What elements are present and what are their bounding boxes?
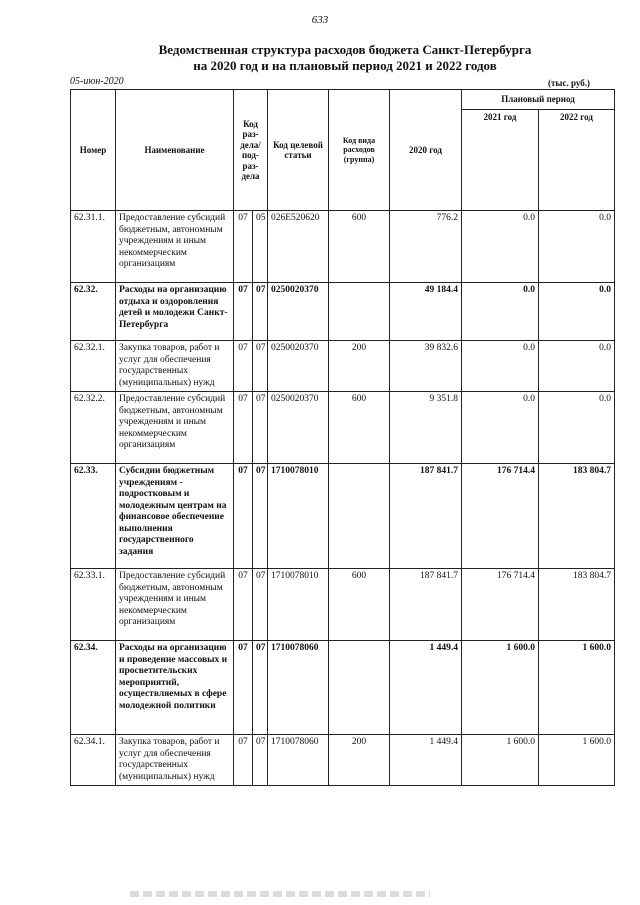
row-section-code: 07 [234,464,253,569]
header-2022: 2022 год [539,110,615,211]
row-value-2021: 0.0 [462,392,539,464]
row-value-2020: 39 832.6 [390,341,462,392]
row-subsection-code: 07 [253,464,268,569]
row-target-code: 1710078060 [268,641,329,735]
row-value-2022: 183 804.7 [539,464,615,569]
table-row [71,464,615,569]
row-kind-code: 600 [329,211,390,283]
row-value-2022: 1 600.0 [539,735,615,786]
row-name: Предоставление субсидий бюджетным, автономным учреждениям и иным некоммерческим организациям [116,569,234,641]
table-row [71,211,615,283]
row-number: 62.32.1. [71,341,116,392]
units-label: (тыс. руб.) [548,78,590,88]
row-number: 62.32. [71,283,116,341]
row-number: 62.34. [71,641,116,735]
title-line-2: на 2020 год и на плановый период 2021 и 2022 годов [193,58,497,73]
document-title [0,42,640,74]
row-kind-code: 200 [329,341,390,392]
row-value-2020: 187 841.7 [390,464,462,569]
row-value-2020: 776.2 [390,211,462,283]
header-2020: 2020 год [390,90,462,211]
row-kind-code [329,283,390,341]
row-target-code: 1710078010 [268,569,329,641]
row-section-code: 07 [234,211,253,283]
table-row [71,735,615,786]
row-value-2021: 176 714.4 [462,464,539,569]
header-2021: 2021 год [462,110,539,211]
table-row [71,641,615,735]
row-section-code: 07 [234,283,253,341]
row-subsection-code: 07 [253,735,268,786]
header-name: Наименование [116,90,234,211]
row-section-code: 07 [234,569,253,641]
row-name: Расходы на организацию и проведение массовых и просветительских мероприятий, осуществляемых в сфере молодежной политики [116,641,234,735]
header-kind-code: Код вида расходов (группа) [329,90,390,211]
row-section-code: 07 [234,341,253,392]
row-kind-code [329,641,390,735]
row-number: 62.32.2. [71,392,116,464]
row-value-2022: 183 804.7 [539,569,615,641]
row-kind-code: 200 [329,735,390,786]
row-value-2020: 9 351.8 [390,392,462,464]
row-value-2020: 49 184.4 [390,283,462,341]
header-row [71,90,615,110]
row-number: 62.33.1. [71,569,116,641]
row-number: 62.34.1. [71,735,116,786]
row-value-2022: 0.0 [539,211,615,283]
row-value-2022: 0.0 [539,283,615,341]
row-name: Закупка товаров, работ и услуг для обеспечения государственных (муниципальных) нужд [116,735,234,786]
row-target-code: 0250020370 [268,341,329,392]
row-subsection-code: 07 [253,283,268,341]
row-subsection-code: 07 [253,341,268,392]
row-target-code: 1710078010 [268,464,329,569]
row-value-2022: 0.0 [539,341,615,392]
row-value-2021: 176 714.4 [462,569,539,641]
row-subsection-code: 07 [253,392,268,464]
row-value-2020: 187 841.7 [390,569,462,641]
row-kind-code [329,464,390,569]
row-kind-code: 600 [329,392,390,464]
row-number: 62.31.1. [71,211,116,283]
table-row [71,392,615,464]
footer-blurred-text [130,891,430,897]
header-number: Номер [71,90,116,211]
table-row [71,341,615,392]
header-planned-period: Плановый период [462,90,615,110]
row-target-code: 0250020370 [268,392,329,464]
row-name: Закупка товаров, работ и услуг для обеспечения государственных (муниципальных) нужд [116,341,234,392]
header-target-code: Код целевой статьи [268,90,329,211]
document-date: 05-июн-2020 [70,76,124,87]
title-line-1: Ведомственная структура расходов бюджета Санкт-Петербурга [158,42,532,57]
row-name: Предоставление субсидий бюджетным, автономным учреждениям и иным некоммерческим организациям [116,392,234,464]
row-value-2021: 0.0 [462,211,539,283]
page-number: 633 [311,14,329,26]
row-value-2021: 1 600.0 [462,641,539,735]
row-value-2020: 1 449.4 [390,641,462,735]
table-row [71,569,615,641]
row-target-code: 026E520620 [268,211,329,283]
row-section-code: 07 [234,735,253,786]
row-kind-code: 600 [329,569,390,641]
row-number: 62.33. [71,464,116,569]
row-value-2022: 0.0 [539,392,615,464]
row-name: Предоставление субсидий бюджетным, автономным учреждениям и иным некоммерческим организациям [116,211,234,283]
row-section-code: 07 [234,641,253,735]
row-section-code: 07 [234,392,253,464]
row-name: Расходы на организацию отдыха и оздоровления детей и молодежи Санкт-Петербурга [116,283,234,341]
header-section-code: Код раз-дела/ под-раз-дела [234,90,268,211]
row-value-2020: 1 449.4 [390,735,462,786]
table-row [71,283,615,341]
row-subsection-code: 05 [253,211,268,283]
row-name: Субсидии бюджетным учреждениям - подростковым и молодежным центрам на финансовое обеспечение выполнения государственного задания [116,464,234,569]
row-target-code: 0250020370 [268,283,329,341]
row-value-2021: 0.0 [462,341,539,392]
row-value-2022: 1 600.0 [539,641,615,735]
row-subsection-code: 07 [253,569,268,641]
row-value-2021: 0.0 [462,283,539,341]
row-subsection-code: 07 [253,641,268,735]
row-value-2021: 1 600.0 [462,735,539,786]
budget-table [70,89,615,786]
row-target-code: 1710078060 [268,735,329,786]
